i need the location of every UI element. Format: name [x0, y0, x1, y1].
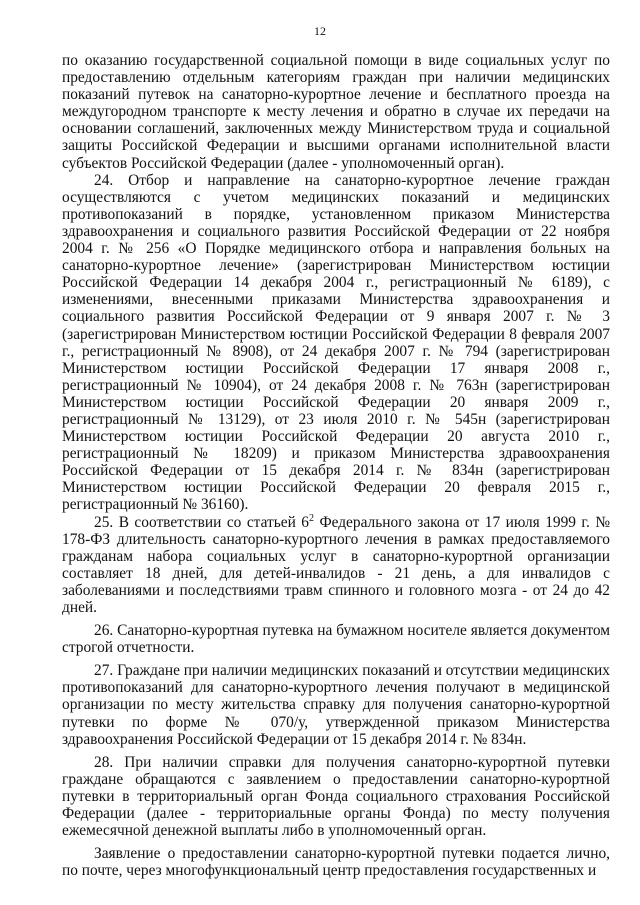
paragraph-item-25 [62, 514, 610, 617]
item-25-text-start: 25. В соответствии со статьей 6 [94, 513, 309, 531]
article-superscript: 2 [308, 512, 314, 524]
item-25-text-end: Федерального закона от 17 июля 1999 г. № 178-ФЗ длительность санаторно-курортного лечения в рамках предоставляемого гражданам набора социальных услуг в санаторно-курортной организации составляет 18 дней, для детей-инвалидов - 21 день, а для инвалидов с заболеваниями и последствиями травм спинного и головного мозга - от 24 до 42 дней. [62, 513, 611, 616]
paragraph-application: Заявление о предоставлении санаторно-курортной путевки подается лично, по почте, через многофункциональный центр предоставления государственных и [62, 845, 610, 880]
paragraph-item-28: 28. При наличии справки для получения санаторно-курортной путевки граждане обращаются с заявлением о предоставлении санаторно-курортной путевки в территориальный орган Фонда социального страхования Российской Федерации (далее - территориальные органы Фонда) по месту получения ежемесячной денежной выплаты либо в уполномоченный орган. [62, 753, 610, 840]
page-number: 12 [314, 24, 326, 38]
paragraph-item-26: 26. Санаторно-курортная путевка на бумажном носителе является документом строгой отчетности. [62, 622, 610, 657]
paragraph-item-24: 24. Отбор и направление на санаторно-курортное лечение граждан осуществляются с учетом медицинских показаний и медицинских противопоказаний в порядке, установленном приказом Министерства здравоохранения и социального развития Российской Федерации от 22 ноября 2004 г. № 256 «О Порядке медицинского отбора и направления больных на санаторно-курортное лечение» (зарегистрирован Министерством юстиции Российской Федерации 14 декабря 2004 г., регистрационный № 6189), с изменениями, внесенными приказами Министерства здравоохранения и социального развития Российской Федерации от 9 января 2007 г. № 3 (зарегистрирован Министерством юстиции Российской Федерации 8 февраля 2007 г., регистрационный № 8908), от 24 декабря 2007 г. № 794 (зарегистрирован Министерством юстиции Российской Федерации 17 января 2008 г., регистрационный № 10904), от 24 декабря 2008 г. № 763н (зарегистрирован Министерством юстиции Российской Федерации 20 января 2009 г., регистрационный № 13129), от 23 июля 2010 г. № 545н (зарегистрирован Министерством юстиции Российской Федерации 20 августа 2010 г., регистрационный № 18209) и приказом Министерства здравоохранения Российской Федерации от 15 декабря 2014 г. № 834н (зарегистрирован Министерством юстиции Российской Федерации 20 февраля 2015 г., регистрационный № 36160). [62, 171, 610, 514]
document-body [62, 52, 610, 879]
paragraph-continuation: по оказанию государственной социальной помощи в виде социальных услуг по предоставлению отдельным категориям граждан при наличии медицинских показаний путевок на санаторно-курортное лечение и бесплатного проезда на междугородном транспорте к месту лечения и обратно в случае их передачи на основании соглашений, заключенных между Министерством труда и социальной защиты Российской Федерации и высшими органами исполнительной власти субъектов Российской Федерации (далее - уполномоченный орган). [62, 52, 610, 172]
paragraph-item-27: 27. Граждане при наличии медицинских показаний и отсутствии медицинских противопоказаний для санаторно-курортного лечения получают в медицинской организации по месту жительства справку для получения санаторно-курортной путевки по форме № 070/у, утвержденной приказом Министерства здравоохранения Российской Федерации от 15 декабря 2014 г. № 834н. [62, 662, 610, 748]
